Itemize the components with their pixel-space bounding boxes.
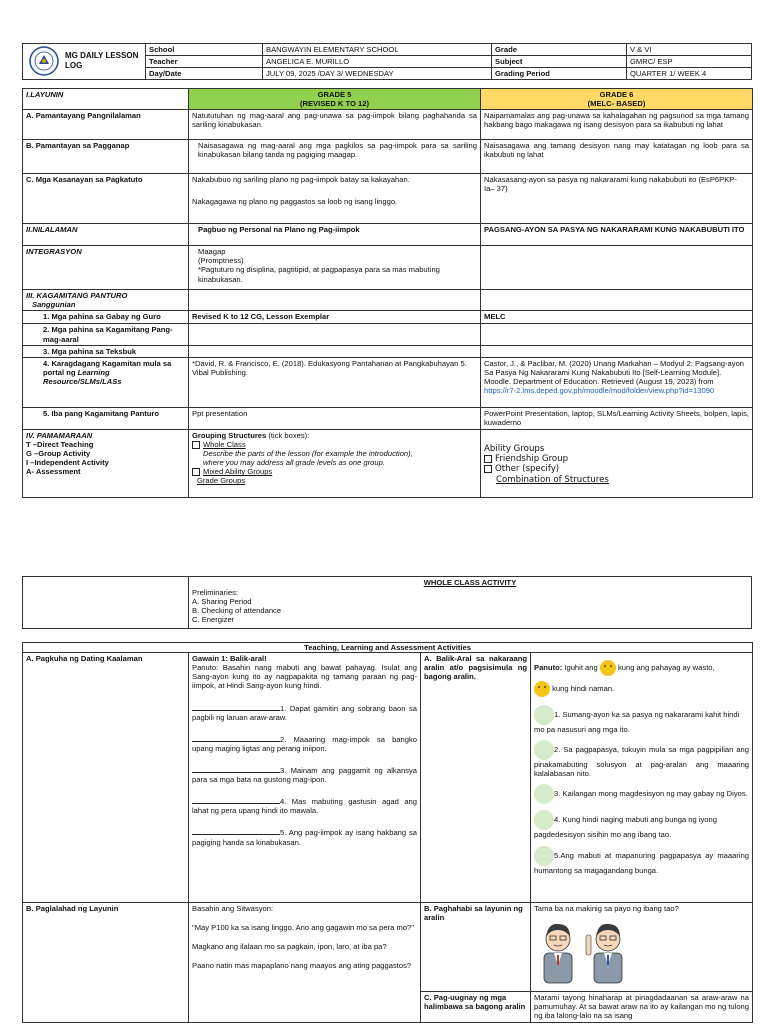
panuto-bold: Panuto: (534, 663, 563, 673)
activities-table (22, 642, 753, 1023)
panuto-text-2: kung ang pahayag ay wasto, (615, 663, 715, 673)
date-value: JULY 09, 2025 /DAY 3/ WEDNESDAY (263, 68, 492, 80)
ability-groups-label: Ability Groups (484, 443, 545, 454)
paglalahad-4: Paano natin mas mapaplano nang maayos ang ating paggastos? (192, 961, 412, 971)
pagganap-label: B. Pamantayan sa Pagganap (23, 140, 189, 174)
paglalahad-1: Basahin ang Sitwasyon: (192, 904, 274, 914)
gabay-guro-g5: Revised K to 12 CG, Lesson Exemplar (189, 311, 481, 324)
gabay-guro-g6: MELC (481, 311, 753, 324)
statement-5: 5.Ang mabuti at mapanuring pagpapasya ay maaaring humantong sa magagandang bunga. (534, 846, 749, 875)
whole-class-cell (189, 577, 752, 629)
deped-seal-icon (29, 46, 59, 76)
dll-title: MG DAILY LESSON LOG (65, 50, 139, 70)
period-value: QUARTER 1/ WEEK 4 (627, 68, 752, 80)
teksbuk-g5 (189, 345, 481, 357)
gawain1-item-2: 2. Maaaring mag-impok sa bangko upang maging ligtas ang perang iniipon. (192, 734, 417, 753)
kagamitan-g6 (481, 290, 753, 311)
answer-circle-1-icon[interactable] (534, 705, 554, 725)
pagganap-g5: Naisasagawa ng mag-aaral ang mga pagkilos sa pag-iimpok para sa sariling kinabukasan bilang tanda ng pagiging maagap. (189, 140, 481, 174)
kagamitan-g5 (189, 290, 481, 311)
kasanayan-g6: Nakasasang-ayon sa pasya ng nakararami kung nakabubuti ito (EsP6PKP- Ia– 37) (481, 174, 753, 224)
school-value: BANGWAYIN ELEMENTARY SCHOOL (263, 44, 492, 56)
kagamitang-mag-aaral-label: 2. Mga pahina sa Kagamitang Pang-mag-aaral (23, 324, 189, 345)
grade5-subtitle: (REVISED K TO 12) (299, 99, 370, 109)
pagganap-g6: Naisasagawa ang tamang desisyon nang may katatagan ng loob para sa ikabubuti ng lahat (481, 140, 753, 174)
gawain1-instructions: Panuto: Basahin nang mabuti ang bawat pahayag. Isulat ang Sang-ayon kung ito ay nagpapakita ng tamang paraan ng pag-iimpok, at Hindi Sang-ayon kung hindi. (192, 663, 417, 691)
pamamaraan-a: A- Assessment (26, 467, 81, 477)
lesson-table (22, 88, 753, 498)
answer-circle-4-icon[interactable] (534, 810, 554, 830)
answer-blank-4[interactable] (192, 796, 280, 804)
karagdagang-g6-text: Castor, J., & Paclibar, M. (2020) Unang Markahan – Modyul 2: Pagsang-ayon Sa Pasya Ng Nakararami Kung Nakabubuti Ito [Self-Learning Module]. Moodle. Department of Education. Retrieved (August 19, 2023) from (484, 358, 745, 386)
pamantayang-label: A. Pamantayang Pangnilalaman (23, 110, 189, 140)
panuto-line (534, 660, 749, 676)
gabay-guro-label: 1. Mga pahina sa Gabay ng Guro (23, 311, 189, 324)
iba-pang-g6: PowerPoint Presentation, laptop, SLMs/Learning Activity Sheets, bolpen, lapis, kuwaderno (481, 407, 753, 429)
karagdagang-label-a: 4. Karagdagang Kagamitan mula sa portal ng (43, 358, 172, 377)
tla-heading: Teaching, Learning and Assessment Activities (23, 643, 753, 653)
pamamaraan-t: T –Direct Teaching (26, 439, 94, 449)
answer-circle-3-icon[interactable] (534, 784, 554, 804)
answer-circle-2-icon[interactable] (534, 740, 554, 760)
kasanayan-label: C. Mga Kasanayan sa Pagkatuto (23, 174, 189, 224)
answer-blank-5[interactable] (192, 827, 280, 835)
grade6-title: GRADE 6 (599, 90, 634, 99)
grade-value: V & VI (627, 44, 752, 56)
nilalaman-g6: PAGSANG-AYON SA PASYA NG NAKARARAMI KUNG NAKABUBUTI ITO (481, 224, 753, 246)
karagdagang-g5: *David, R. & Francisco, E. (2018). Edukasyong Pantahanan at Pangkabuhayan 5. Vibal Publishing. (189, 357, 481, 407)
grade-groups-label: Grade Groups (197, 476, 246, 486)
grade6-header (481, 89, 753, 110)
teksbuk-label: 3. Mga pahina sa Teksbuk (23, 345, 189, 357)
school-label: School (146, 44, 263, 56)
integrasyon-g6 (481, 246, 753, 290)
paghahabi-content (531, 903, 753, 1023)
karagdagang-label-b: Learning Resource/SLMs/LASs (43, 367, 122, 386)
paglalahad-2: "May P100 ka sa isang linggo. Ano ang gagawin mo sa pera mo?" (192, 923, 414, 933)
combination-label: Combination of Structures (496, 474, 609, 485)
pamamaraan-i: I –Independent Activity (26, 458, 109, 468)
paghahabi-column (421, 903, 531, 1023)
pagkuha-label: A. Pagkuha ng Dating Kaalaman (23, 653, 189, 903)
friendship-checkbox[interactable] (484, 455, 492, 463)
paghahabi-cell (531, 903, 752, 992)
preliminaries: Preliminaries: (192, 588, 238, 598)
grouping-tick: (tick boxes): (266, 430, 310, 440)
statement-3: 3. Kailangan mong magdesisyon ng may gabay ng Diyos. (534, 784, 749, 804)
sanggunian-label: Sanggunian (32, 300, 76, 310)
whole-class-label: Whole Class (203, 439, 246, 449)
panuto-text-3: kung hindi naman. (552, 684, 615, 694)
teacher-value: ANGELICA E. MURILLO (263, 56, 492, 68)
nilalaman-g5: Pagbuo ng Personal na Plano ng Pag-iimpok (189, 224, 481, 246)
karagdagang-link[interactable]: https://r7-2.lms.deped.gov.ph/moodle/mod/folder/view.php?id=13090 (484, 386, 715, 396)
grouping-cell (189, 429, 481, 497)
integrasyon-g5 (189, 246, 481, 290)
statement-2: 2. Sa pagpapasya, tukuyin mula sa mga pagpipilian ang pinakamabuting solusyon at pag-aralan ang maaaring kalalabasan nito. (534, 740, 749, 778)
kasanayan-g5 (189, 174, 481, 224)
pamamaraan-cell (23, 429, 189, 497)
gawain1-title: Gawain 1: Balik-aral! (192, 654, 267, 664)
statement-4: 4. Kung hindi naging mabuti ang bunga ng iyong pagdedesisyon sisihin mo ang ibang tao. (534, 810, 749, 839)
prelim-c: C. Energizer (192, 615, 235, 625)
two-men-illustration (536, 915, 636, 989)
karagdagang-g6 (481, 357, 753, 407)
statement-1: 1. Sumang-ayon ka sa pasya ng nakararami kahit hindi mo pa nasusuri ang mga ito. (534, 705, 749, 734)
whole-class-title: WHOLE CLASS ACTIVITY (423, 578, 517, 587)
ability-cell (481, 429, 753, 497)
subject-label: Subject (492, 56, 627, 68)
kagamitang-mag-aaral-g6 (481, 324, 753, 345)
iba-pang-label: 5. Iba pang Kagamitang Panturo (23, 407, 189, 429)
kagamitan-heading: III. KAGAMITANG PANTURO (26, 291, 128, 301)
whole-class-checkbox[interactable] (192, 441, 200, 449)
paglalahad-3: Magkano ang ilalaan mo sa pagkain, ipon, laro, at iba pa? (192, 942, 387, 952)
integrasyon-1: Maagap (198, 247, 226, 257)
answer-blank-3[interactable] (192, 765, 280, 773)
pamantayang-g5: Natututuhan ng mag-aaral ang pag-unawa sa pag-iimpok bilang paghahanda sa sariling kinabukasan. (189, 110, 481, 140)
paghahabi-label: B. Paghahabi sa layunin ng aralin (421, 903, 530, 992)
balik-aral-label: A. Balik-Aral sa nakaraang aralin at/o pagsisimula ng bagong aralin. (421, 653, 531, 903)
pag-uugnay-text: Marami tayong hinaharap at pinagdadaanan sa araw-araw na pamumuhay. At sa bawat araw na ito ay kailangan mo ng tulong ng iba lalong-lalo na sa isang (534, 993, 750, 1021)
nilalaman-label: II.NILALAMAN (23, 224, 189, 246)
kagamitang-mag-aaral-g5 (189, 324, 481, 345)
grouping-title: Grouping Structures (192, 430, 267, 440)
prelim-b: B. Checking of attendance (192, 606, 282, 616)
kasanayan-g5-1: Nakabubuo ng sariling plano ng pag-iimpok batay sa kakayahan. (192, 175, 410, 185)
friendship-label: Friendship Group (495, 454, 569, 465)
mixed-ability-label: Mixed Ability Groups (203, 467, 273, 477)
integrasyon-2: (Promptness) (198, 256, 244, 266)
panuto-line-2 (534, 681, 749, 697)
panuto-cell (531, 653, 753, 903)
date-label: Day/Date (146, 68, 263, 80)
paghahabi-question: Tama ba na makinig sa payo ng ibang tao? (534, 904, 679, 914)
other-label: Other (specify) (495, 464, 560, 475)
karagdagang-label (23, 357, 189, 407)
kagamitan-label (23, 290, 189, 311)
gawain1-item-1: 1. Dapat gamitin ang sobrang baon sa pagbili ng laruan araw-araw. (192, 703, 417, 722)
grade6-subtitle: (MELC- BASED) (587, 99, 646, 109)
answer-blank-1[interactable] (192, 703, 280, 711)
panuto-text-1: Iguhit ang (562, 663, 600, 673)
paglalahad-cell (189, 903, 421, 1023)
grade5-header (189, 89, 481, 110)
grouping-desc-1: Describe the parts of the lesson (for example the introduction), (203, 448, 413, 458)
kasanayan-g5-2: Nakagagawa ng plano ng paggastos sa loob ng isang linggo. (192, 197, 398, 207)
grade-label: Grade (492, 44, 627, 56)
grade5-title: GRADE 5 (317, 90, 352, 99)
integrasyon-label: INTEGRASYON (23, 246, 189, 290)
subject-value: GMRC/ ESP (627, 56, 752, 68)
gawain1-item-3: 3. Mainam ang paggamit ng alkansya para sa mga bata na gustong mag-ipon. (192, 765, 417, 785)
period-label: Grading Period (492, 68, 627, 80)
paglalahad-label: B. Paglalahad ng Layunin (23, 903, 189, 1023)
happy-face-icon (600, 660, 616, 676)
iba-pang-g5: Ppt presentation (189, 407, 481, 429)
teksbuk-g6 (481, 345, 753, 357)
header-title-cell (23, 44, 146, 80)
layunin-heading: I.LAYUNIN (23, 89, 189, 110)
integrasyon-3: *Pagtuturo ng disiplina, pagtitipid, at pagpapasya para sa mas mabuting kinabukasan. (198, 265, 440, 284)
header-table (22, 43, 752, 80)
mixed-ability-checkbox[interactable] (192, 468, 200, 476)
whole-class-blank (23, 577, 189, 629)
pag-uugnay-label: C. Pag-uugnay ng mga halimbawa sa bagong aralin (424, 993, 526, 1012)
answer-circle-5-icon[interactable] (534, 846, 554, 866)
teacher-label: Teacher (146, 56, 263, 68)
pamamaraan-g: G –Group Activity (26, 448, 91, 458)
answer-blank-2[interactable] (192, 734, 280, 742)
pamamaraan-heading: IV. PAMAMARAAN (26, 430, 93, 440)
other-checkbox[interactable] (484, 465, 492, 473)
gawain1-item-4: 4. Mas mabuting gastusin agad ang lahat ng pera upang hindi ito mawala. (192, 797, 417, 816)
gawain1-cell (189, 653, 421, 903)
grouping-desc-2: where you may address all grade levels as one group. (203, 458, 385, 468)
sad-face-icon (534, 681, 550, 697)
prelim-a: A. Sharing Period (192, 597, 252, 607)
whole-class-table (22, 576, 752, 629)
gawain1-item-5: 5. Ang pag-iimpok ay isang hakbang sa pagiging handa sa kinabukasan. (192, 828, 417, 847)
pamantayang-g6: Naipamamalas ang pag-unawa sa kahalagahan ng pagsunod sa mga tamang hakbang bago makagawa ng isang desisyon para sa ikabubuti ng lahat (481, 110, 753, 140)
